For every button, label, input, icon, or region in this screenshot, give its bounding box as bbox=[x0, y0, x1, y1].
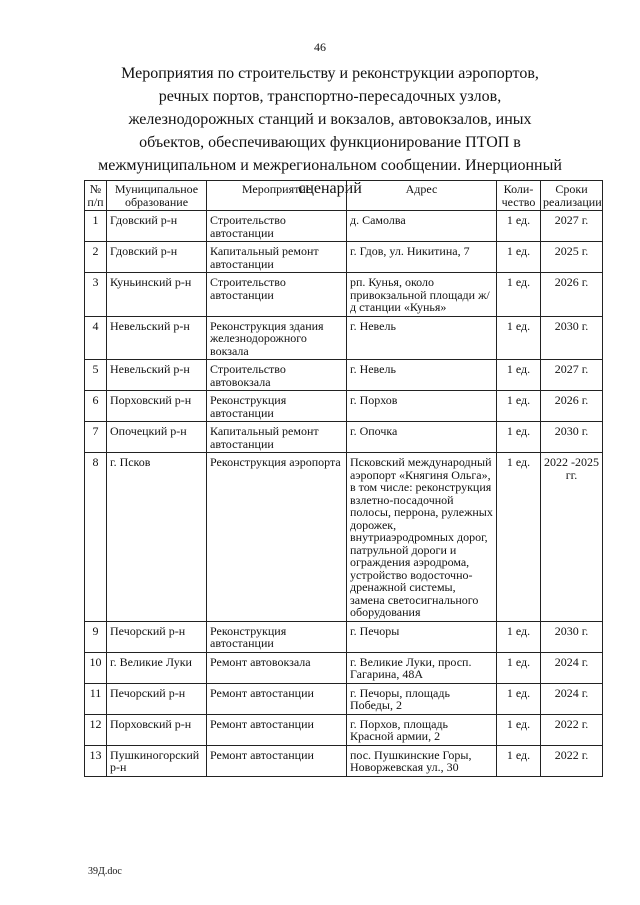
table-header-row bbox=[85, 181, 603, 211]
term-cell: 2027 г. bbox=[541, 211, 603, 242]
municipality-cell: Гдовский р-н bbox=[107, 211, 207, 242]
header-qty: Коли-чество bbox=[497, 181, 541, 211]
address-cell: г. Великие Луки, просп. Гагарина, 48А bbox=[347, 652, 497, 683]
municipality-cell: Куньинский р-н bbox=[107, 273, 207, 317]
address-cell: г. Опочка bbox=[347, 422, 497, 453]
term-cell: 2025 г. bbox=[541, 242, 603, 273]
table-row bbox=[85, 714, 603, 745]
header-event: Мероприятие bbox=[207, 181, 347, 211]
event-cell: Реконструкция автостанции bbox=[207, 621, 347, 652]
term-cell: 2024 г. bbox=[541, 652, 603, 683]
header-num: № п/п bbox=[85, 181, 107, 211]
row-number: 6 bbox=[85, 391, 107, 422]
header-municipality: Муниципальное образование bbox=[107, 181, 207, 211]
term-cell: 2022 г. bbox=[541, 714, 603, 745]
quantity-cell: 1 ед. bbox=[497, 453, 541, 622]
quantity-cell: 1 ед. bbox=[497, 391, 541, 422]
term-cell: 2030 г. bbox=[541, 621, 603, 652]
address-cell: Псковский международный аэропорт «Княгиня Ольга», в том числе: реконструкция взлетно-посадочной полосы, перрона, рулежных дорожек, внутриаэродромных дорог, патрульной дороги и ограждения аэродрома, устройство водосточно-дренажной системы, замена светосигнального оборудования bbox=[347, 453, 497, 622]
municipality-cell: Пушкиногорский р-н bbox=[107, 745, 207, 776]
address-cell: г. Гдов, ул. Никитина, 7 bbox=[347, 242, 497, 273]
page-number: 46 bbox=[314, 40, 326, 54]
row-number: 8 bbox=[85, 453, 107, 622]
municipality-cell: Печорский р-н bbox=[107, 621, 207, 652]
quantity-cell: 1 ед. bbox=[497, 360, 541, 391]
table-row bbox=[85, 273, 603, 317]
event-cell: Строительство автостанции bbox=[207, 273, 347, 317]
quantity-cell: 1 ед. bbox=[497, 621, 541, 652]
file-name-footer: 39Д.doc bbox=[88, 866, 122, 877]
row-number: 5 bbox=[85, 360, 107, 391]
municipality-cell: Порховский р-н bbox=[107, 714, 207, 745]
table-row bbox=[85, 745, 603, 776]
table-body bbox=[85, 211, 603, 777]
term-cell: 2030 г. bbox=[541, 316, 603, 360]
row-number: 3 bbox=[85, 273, 107, 317]
municipality-cell: Невельский р-н bbox=[107, 316, 207, 360]
row-number: 9 bbox=[85, 621, 107, 652]
table-row bbox=[85, 422, 603, 453]
table-row bbox=[85, 453, 603, 622]
event-cell: Капитальный ремонт автостанции bbox=[207, 242, 347, 273]
table-row bbox=[85, 683, 603, 714]
row-number: 2 bbox=[85, 242, 107, 273]
table-row bbox=[85, 391, 603, 422]
municipality-cell: Невельский р-н bbox=[107, 360, 207, 391]
municipality-cell: г. Великие Луки bbox=[107, 652, 207, 683]
address-cell: д. Самолва bbox=[347, 211, 497, 242]
address-cell: г. Порхов bbox=[347, 391, 497, 422]
quantity-cell: 1 ед. bbox=[497, 745, 541, 776]
row-number: 1 bbox=[85, 211, 107, 242]
table-row bbox=[85, 242, 603, 273]
event-cell: Капитальный ремонт автостанции bbox=[207, 422, 347, 453]
table-row bbox=[85, 652, 603, 683]
quantity-cell: 1 ед. bbox=[497, 652, 541, 683]
term-cell: 2022 -2025 гг. bbox=[541, 453, 603, 622]
quantity-cell: 1 ед. bbox=[497, 422, 541, 453]
event-cell: Реконструкция здания железнодорожного вокзала bbox=[207, 316, 347, 360]
municipality-cell: г. Псков bbox=[107, 453, 207, 622]
row-number: 4 bbox=[85, 316, 107, 360]
events-table bbox=[84, 180, 603, 777]
address-cell: рп. Кунья, около привокзальной площади ж/д станции «Кунья» bbox=[347, 273, 497, 317]
table-row bbox=[85, 316, 603, 360]
row-number: 12 bbox=[85, 714, 107, 745]
event-cell: Ремонт автостанции bbox=[207, 683, 347, 714]
term-cell: 2024 г. bbox=[541, 683, 603, 714]
row-number: 10 bbox=[85, 652, 107, 683]
municipality-cell: Порховский р-н bbox=[107, 391, 207, 422]
table-row bbox=[85, 621, 603, 652]
table-row bbox=[85, 211, 603, 242]
event-cell: Ремонт автостанции bbox=[207, 714, 347, 745]
term-cell: 2026 г. bbox=[541, 273, 603, 317]
row-number: 7 bbox=[85, 422, 107, 453]
header-address: Адрес bbox=[347, 181, 497, 211]
table-row bbox=[85, 360, 603, 391]
event-cell: Строительство автовокзала bbox=[207, 360, 347, 391]
term-cell: 2030 г. bbox=[541, 422, 603, 453]
quantity-cell: 1 ед. bbox=[497, 211, 541, 242]
municipality-cell: Гдовский р-н bbox=[107, 242, 207, 273]
quantity-cell: 1 ед. bbox=[497, 316, 541, 360]
event-cell: Реконструкция автостанции bbox=[207, 391, 347, 422]
address-cell: г. Невель bbox=[347, 316, 497, 360]
event-cell: Реконструкция аэропорта bbox=[207, 453, 347, 622]
event-cell: Ремонт автовокзала bbox=[207, 652, 347, 683]
address-cell: г. Печоры, площадь Победы, 2 bbox=[347, 683, 497, 714]
term-cell: 2026 г. bbox=[541, 391, 603, 422]
event-cell: Строительство автостанции bbox=[207, 211, 347, 242]
term-cell: 2027 г. bbox=[541, 360, 603, 391]
row-number: 11 bbox=[85, 683, 107, 714]
quantity-cell: 1 ед. bbox=[497, 683, 541, 714]
address-cell: г. Печоры bbox=[347, 621, 497, 652]
quantity-cell: 1 ед. bbox=[497, 242, 541, 273]
row-number: 13 bbox=[85, 745, 107, 776]
quantity-cell: 1 ед. bbox=[497, 714, 541, 745]
address-cell: г. Невель bbox=[347, 360, 497, 391]
term-cell: 2022 г. bbox=[541, 745, 603, 776]
quantity-cell: 1 ед. bbox=[497, 273, 541, 317]
address-cell: пос. Пушкинские Горы, Новоржевская ул., 30 bbox=[347, 745, 497, 776]
address-cell: г. Порхов, площадь Красной армии, 2 bbox=[347, 714, 497, 745]
event-cell: Ремонт автостанции bbox=[207, 745, 347, 776]
header-term: Сроки реализации bbox=[541, 181, 603, 211]
municipality-cell: Опочецкий р-н bbox=[107, 422, 207, 453]
document-title: Мероприятия по строительству и реконструкции аэропортов, речных портов, транспортно-пересадочных узлов, железнодорожных станций и вокзалов, автовокзалов, иных объектов, обеспечивающих функционирование ПТОП в межмуниципальном и межрегиональном сообщении. Инерционный сценарий bbox=[98, 65, 562, 197]
municipality-cell: Печорский р-н bbox=[107, 683, 207, 714]
